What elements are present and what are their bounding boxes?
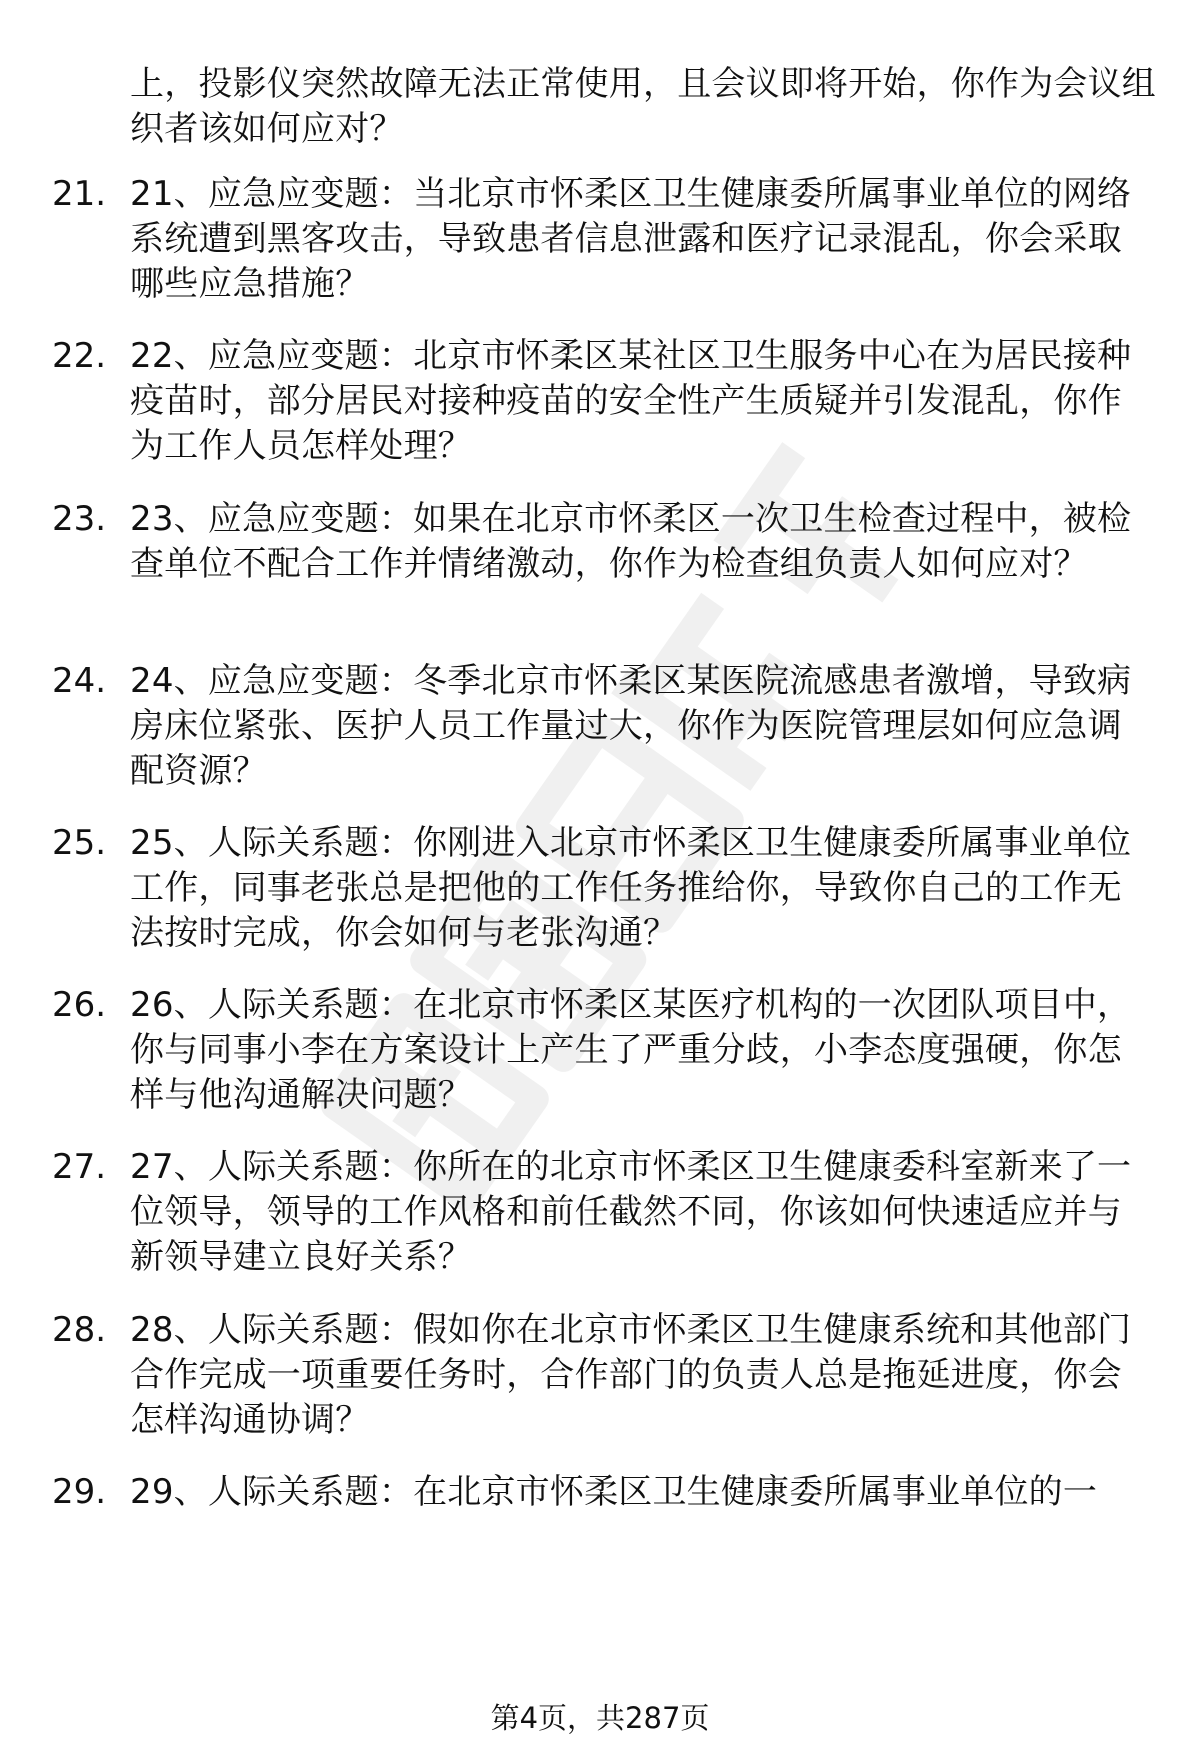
intro-text: 上，投影仪突然故障无法正常使用，且会议即将开始，你作为会议组织者该如何应对？ [130,64,1156,149]
page-footer: 第4页，共287页 [490,1701,710,1735]
item-text: 26、人际关系题：在北京市怀柔区某医疗机构的一次团队项目中，你与同事小李在方案设计上产生了严重分歧，小李态度强硬，你怎样与他沟通解决问题？ [130,985,1132,1115]
item-number: 23. [52,499,107,539]
item-number: 28. [52,1310,107,1350]
item-number: 26. [52,985,107,1025]
item-text: 28、人际关系题：假如你在北京市怀柔区卫生健康系统和其他部门合作完成一项重要任务时，合作部门的负责人总是拖延进度，你会怎样沟通协调？ [130,1310,1132,1440]
item-number: 24. [52,661,107,701]
item-text: 21、应急应变题：当北京市怀柔区卫生健康委所属事业单位的网络系统遭到黑客攻击，导致患者信息泄露和医疗记录混乱，你会采取哪些应急措施？ [130,174,1132,304]
item-text: 25、人际关系题：你刚进入北京市怀柔区卫生健康委所属事业单位工作，同事老张总是把他的工作任务推给你，导致你自己的工作无法按时完成，你会如何与老张沟通？ [130,823,1132,953]
item-number: 22. [52,336,107,376]
item-text: 27、人际关系题：你所在的北京市怀柔区卫生健康委科室新来了一位领导，领导的工作风格和前任截然不同，你该如何快速适应并与新领导建立良好关系？ [130,1147,1132,1277]
item-text: 23、应急应变题：如果在北京市怀柔区一次卫生检查过程中，被检查单位不配合工作并情绪激动，你作为检查组负责人如何应对？ [130,499,1132,584]
item-number: 25. [52,823,107,863]
item-number: 29. [52,1472,107,1512]
item-number: 21. [52,174,107,214]
item-number: 27. [52,1147,107,1187]
item-text: 29、人际关系题：在北京市怀柔区卫生健康委所属事业单位的一 [130,1472,1098,1512]
item-text: 24、应急应变题：冬季北京市怀柔区某医院流感患者激增，导致病房床位紧张、医护人员工作量过大，你作为医院管理层如何应急调配资源？ [130,661,1132,791]
item-text: 22、应急应变题：北京市怀柔区某社区卫生服务中心在为居民接种疫苗时，部分居民对接种疫苗的安全性产生质疑并引发混乱，你作为工作人员怎样处理？ [130,336,1132,466]
